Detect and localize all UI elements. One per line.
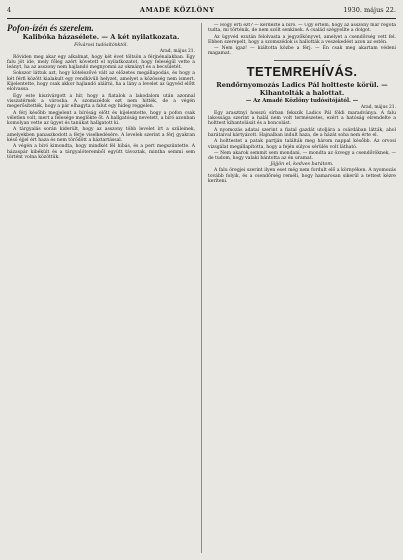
paragraph: — Nem igaz! — kiáltotta közbe a férj. — Én csak meg akartam védeni magamat.: [208, 46, 396, 57]
left-column: [7, 23, 195, 553]
paragraph: A végén a bíró kimondta, hogy mindkét fél hibás, és a pert megszüntette. A házaspár kibékült és a tárgyalóteremből együtt távoztak, mintha semmi sem történt volna közöttük.: [7, 144, 195, 160]
paragraph: — Hogy érti ezt? — kérdezte a bíró. — Úgy értem, hogy az asszony már régóta tudta, mi történik, de nem szólt senkinek. A család szégyellte a dolgot.: [208, 23, 396, 34]
paragraph: A tárgyalás során kiderült, hogy az asszony több levelet írt a szüleinek, amelyekben panaszkodott a férje viselkedésére. A levelek szerint a férj gyakran késő éjjel ért haza és nem törődött a háztartással.: [7, 127, 195, 144]
right-column: [201, 23, 396, 553]
article-subtitle: Rendőrnyomozás Ladics Pál holtteste körül. — Kihantolták a halottat.: [216, 80, 388, 97]
article-headline: TETEMREHÍVÁS.: [246, 63, 358, 79]
paragraph: Sokszor láttuk azt, hogy kötelezővé vált az előzetes megállapodás, és hogy a két férfi között kialakult egy rendkívüli helyzet, amelyet a közösség nem ismert. Kijelentette, hogy csak akkor hajlandó aláírni, ha a lány a levelet az ügyvéd előtt elolvassa.: [7, 71, 195, 93]
article-source: — Az Amadé Közlöny tudósítójától. —: [245, 97, 359, 104]
paragraph: — Nem akarok semmit sem mondani, — mondta az özvegy a csendőröknek, — de tudom, hogy valaki bántotta az én uramat.: [208, 150, 396, 162]
section-title: Pofon-ízén és szerelem.: [7, 23, 94, 33]
paragraph: Egy este kiszivárgott a hír, hogy a fiatalok a lakodalom után azonnal visszatérnek a városba. A szomszédok ezt nem hitték, de a végén megerősítették, hogy a pár elhagyta a falut egy hideg reggelen.: [7, 93, 195, 110]
quote-line: Jöjjön el, kedves barátom.: [270, 162, 334, 168]
masthead: [7, 6, 396, 19]
paragraph: Röviden meg akar egy alkalmat, hogy két évet töltsön a férjnénalakban. Egy falu jöt ide, mely főleg azért követett el nyilatkozatot, hogy feleségül vette a leányt, ha az asszony nem hajlandó megnyomni az okmányt és a becsületét.: [7, 54, 195, 71]
dateline: Arad, május 21.: [159, 48, 195, 54]
byline: Fővárosi tudósítónktól.: [74, 42, 128, 48]
divider: [274, 60, 330, 61]
article-title: Kalibóka házasélete. — A két nyilatkozata.: [22, 33, 180, 41]
columns: [7, 23, 396, 553]
issue-date: 1930. május 22.: [343, 6, 396, 14]
paragraph: A nyomozás adatai szerint a fiatal gazdát utoljára a csárdában látták, ahol barátaival kártyázott. Hajnalban indult haza, de a házát soha nem érte el.: [208, 127, 396, 138]
paragraph: Az ügyvéd ezután felolvasta a jegyzőkönyvet, amelyet a csendőrség vett fel. Ebben szerepelt, hogy a szomszédok is hallották a veszekedést azon az estén.: [208, 34, 396, 45]
paragraph: A falu öregjei szerint ilyen eset még nem fordult elő a környéken. A nyomozás tovább folyik, és a csendőrség reméli, hogy hamarosan sikerül a tettest kézre keríteni.: [208, 168, 396, 185]
dateline: Arad, május 21.: [360, 104, 396, 110]
paper-name: AMADÉ KÖZLÖNY: [139, 6, 215, 14]
paragraph: A férj később megjelent a bíróság előtt és kijelentette, hogy a pofon csak véletlen volt, mert a felesége meglökte őt. A hallgatóság nevetett, a bíró azonban komolyan vette az ügyet és tanúkat hallgatott ki.: [7, 110, 195, 127]
page-number: 4: [7, 6, 12, 14]
paragraph: Egy arasztnyi hosszú sírban fekszik Ladics Pál földi maradványa. A falu lakossága szerint a halál nem volt természetes, ezért a hatóság elrendelte a holttest kihantolását és a boncolást.: [208, 110, 396, 127]
paragraph: A holttestet a patak partján találták meg három nappal később. Az orvosi vizsgálat megállapította, hogy a fején súlyos sérülés volt látható.: [208, 139, 396, 150]
